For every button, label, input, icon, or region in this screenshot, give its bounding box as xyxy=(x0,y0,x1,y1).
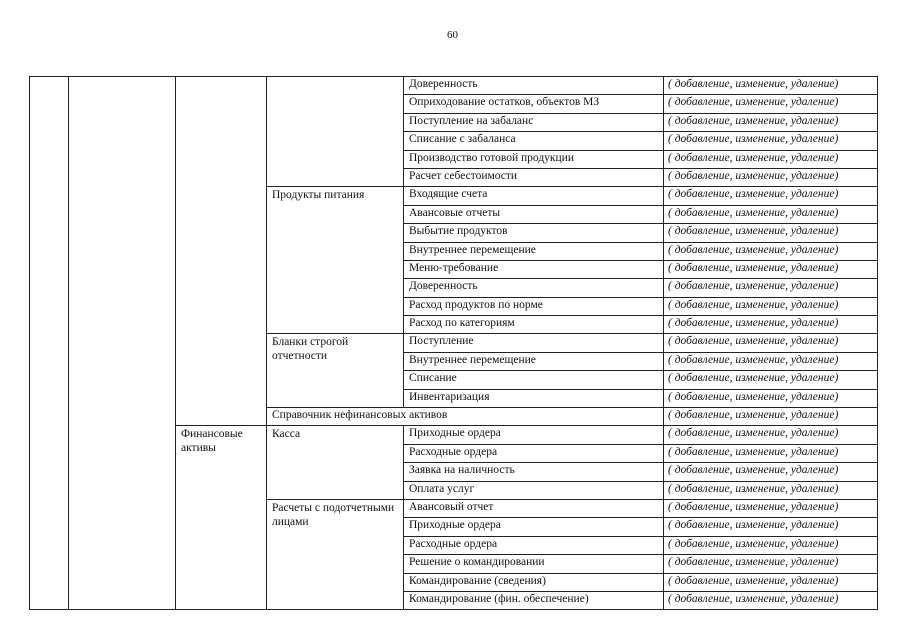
page-number: 60 xyxy=(447,29,458,41)
doc-name: Оплата услуг xyxy=(404,481,664,499)
category-financial-assets: Финансовые активы xyxy=(176,426,267,610)
doc-name: Доверенность xyxy=(404,279,664,297)
action-text: ( добавление, изменение, удаление) xyxy=(664,113,878,131)
doc-name: Заявка на наличность xyxy=(404,463,664,481)
section-cell xyxy=(267,77,404,187)
action-text: ( добавление, изменение, удаление) xyxy=(664,591,878,609)
action-text: ( добавление, изменение, удаление) xyxy=(664,518,878,536)
action-text: ( добавление, изменение, удаление) xyxy=(664,334,878,352)
doc-name: Поступление на забаланс xyxy=(404,113,664,131)
action-text: ( добавление, изменение, удаление) xyxy=(664,371,878,389)
doc-name: Выбытие продуктов xyxy=(404,224,664,242)
action-text: ( добавление, изменение, удаление) xyxy=(664,168,878,186)
section-accountable-persons: Расчеты с подотчетными лицами xyxy=(267,499,404,609)
level1-cell xyxy=(30,77,69,610)
section-strict-forms: Бланки строгой отчетности xyxy=(267,334,404,408)
doc-name: Расход по категориям xyxy=(404,316,664,334)
doc-name: Расходные ордера xyxy=(404,536,664,554)
doc-name: Расход продуктов по норме xyxy=(404,297,664,315)
action-text: ( добавление, изменение, удаление) xyxy=(664,279,878,297)
action-text: ( добавление, изменение, удаление) xyxy=(664,260,878,278)
doc-name: Поступление xyxy=(404,334,664,352)
doc-name: Авансовый отчет xyxy=(404,499,664,517)
action-text: ( добавление, изменение, удаление) xyxy=(664,205,878,223)
action-text: ( добавление, изменение, удаление) xyxy=(664,408,878,426)
doc-name: Меню-требование xyxy=(404,260,664,278)
doc-name: Расчет себестоимости xyxy=(404,168,664,186)
doc-name: Решение о командировании xyxy=(404,555,664,573)
doc-name: Приходные ордера xyxy=(404,518,664,536)
action-text: ( добавление, изменение, удаление) xyxy=(664,426,878,444)
table-row xyxy=(30,77,878,95)
action-text: ( добавление, изменение, удаление) xyxy=(664,132,878,150)
doc-name: Командирование (фин. обеспечение) xyxy=(404,591,664,609)
doc-name: Доверенность xyxy=(404,77,664,95)
action-text: ( добавление, изменение, удаление) xyxy=(664,316,878,334)
doc-name: Командирование (сведения) xyxy=(404,573,664,591)
doc-name: Приходные ордера xyxy=(404,426,664,444)
action-text: ( добавление, изменение, удаление) xyxy=(664,77,878,95)
section-cash: Касса xyxy=(267,426,404,500)
doc-name: Списание с забаланса xyxy=(404,132,664,150)
action-text: ( добавление, изменение, удаление) xyxy=(664,224,878,242)
action-text: ( добавление, изменение, удаление) xyxy=(664,352,878,370)
permissions-table xyxy=(29,76,878,610)
doc-name: Авансовые отчеты xyxy=(404,205,664,223)
doc-name: Расходные ордера xyxy=(404,444,664,462)
action-text: ( добавление, изменение, удаление) xyxy=(664,573,878,591)
action-text: ( добавление, изменение, удаление) xyxy=(664,536,878,554)
action-text: ( добавление, изменение, удаление) xyxy=(664,150,878,168)
action-text: ( добавление, изменение, удаление) xyxy=(664,297,878,315)
action-text: ( добавление, изменение, удаление) xyxy=(664,389,878,407)
doc-name: Оприходование остатков, объектов МЗ xyxy=(404,95,664,113)
doc-name: Внутреннее перемещение xyxy=(404,352,664,370)
action-text: ( добавление, изменение, удаление) xyxy=(664,463,878,481)
level3-cell xyxy=(176,77,267,426)
section-food-products: Продукты питания xyxy=(267,187,404,334)
section-nonfinancial-directory: Справочник нефинансовых активов xyxy=(267,408,664,426)
action-text: ( добавление, изменение, удаление) xyxy=(664,499,878,517)
action-text: ( добавление, изменение, удаление) xyxy=(664,187,878,205)
action-text: ( добавление, изменение, удаление) xyxy=(664,555,878,573)
doc-name: Производство готовой продукции xyxy=(404,150,664,168)
doc-name: Списание xyxy=(404,371,664,389)
doc-name: Инвентаризация xyxy=(404,389,664,407)
level2-cell xyxy=(69,77,176,610)
action-text: ( добавление, изменение, удаление) xyxy=(664,242,878,260)
doc-name: Внутреннее перемещение xyxy=(404,242,664,260)
action-text: ( добавление, изменение, удаление) xyxy=(664,444,878,462)
doc-name: Входящие счета xyxy=(404,187,664,205)
action-text: ( добавление, изменение, удаление) xyxy=(664,481,878,499)
action-text: ( добавление, изменение, удаление) xyxy=(664,95,878,113)
